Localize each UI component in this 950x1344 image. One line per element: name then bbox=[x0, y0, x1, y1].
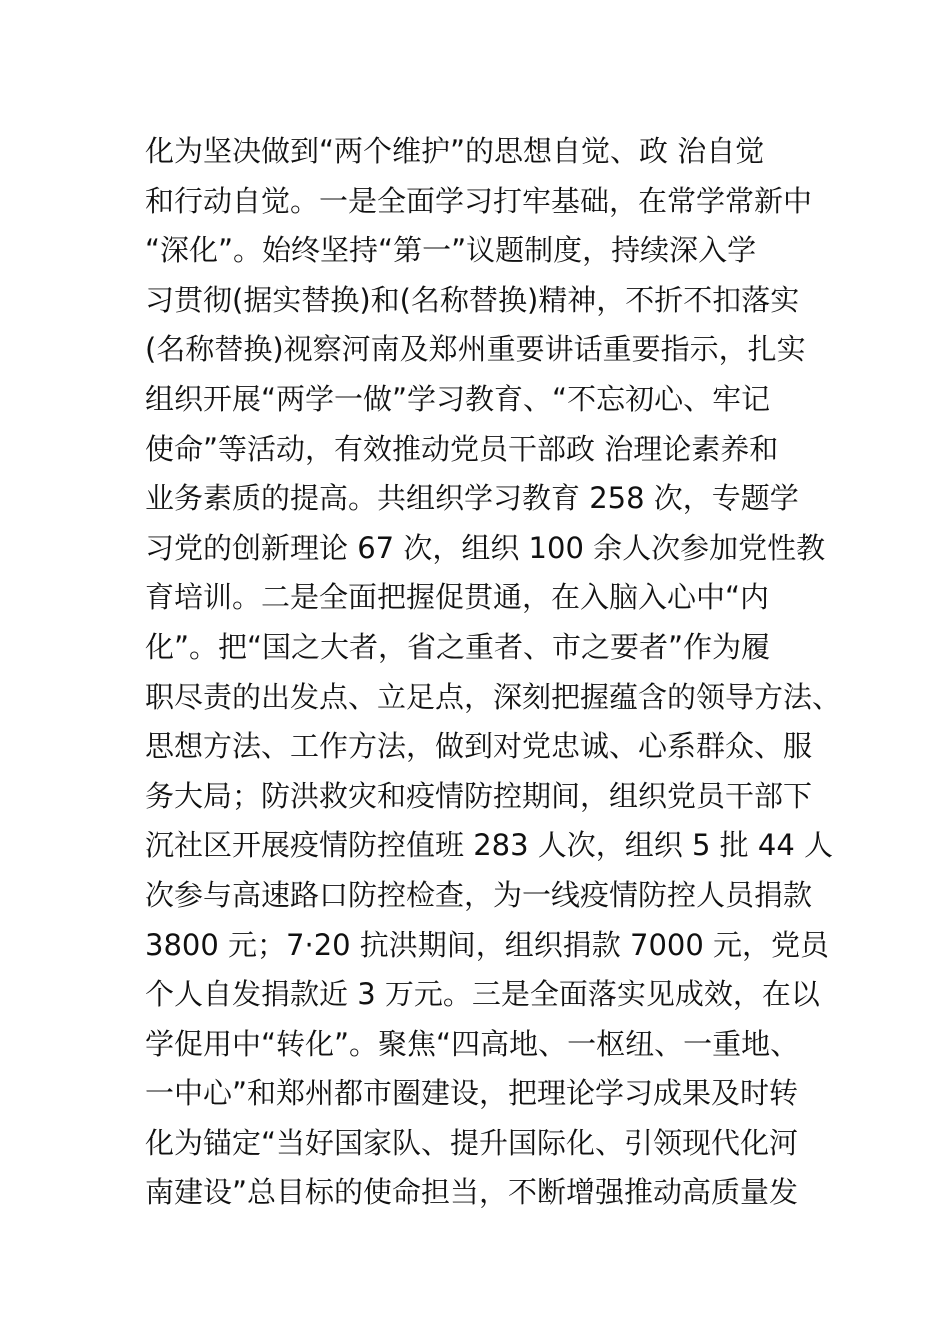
text-line: (名称替换)视察河南及郑州重要讲话重要指示，扎实 bbox=[145, 332, 806, 367]
text-line: 职尽责的出发点、立足点，深刻把握蕴含的领导方法、 bbox=[145, 679, 842, 714]
text-line: 育培训。二是全面把握促贯通，在入脑入心中“内 bbox=[145, 580, 770, 615]
text-line: 南建设”总目标的使命担当，不断增强推动高质量发 bbox=[145, 1175, 799, 1210]
text-line: 习党的创新理论 67 次，组织 100 余人次参加党性教 bbox=[145, 530, 826, 565]
text-line: 3800 元；7·20 抗洪期间，组织捐款 7000 元，党员 bbox=[145, 927, 830, 962]
body-text bbox=[145, 127, 842, 1218]
text-line: 化为锚定“当好国家队、提升国际化、引领现代化河 bbox=[145, 1125, 799, 1160]
text-line: 组织开展“两学一做”学习教育、“不忘初心、牢记 bbox=[145, 381, 771, 416]
text-line: 化”。把“国之大者，省之重者、市之要者”作为履 bbox=[145, 629, 771, 664]
text-line: 一中心”和郑州都市圈建设，把理论学习成果及时转 bbox=[145, 1076, 799, 1111]
text-line: 化为坚决做到“两个维护”的思想自觉、政 治自觉 bbox=[145, 134, 765, 168]
text-line: 思想方法、工作方法，做到对党忠诚、心系群众、服 bbox=[145, 729, 813, 764]
text-line: 个人自发捐款近 3 万元。三是全面落实见成效，在以 bbox=[145, 977, 820, 1012]
text-line: 使命”等活动，有效推动党员干部政 治理论素养和 bbox=[145, 431, 779, 466]
text-line: 次参与高速路口防控检查，为一线疫情防控人员捐款 bbox=[145, 877, 813, 912]
text-line: 习贯彻(据实替换)和(名称替换)精神，不折不扣落实 bbox=[145, 282, 800, 317]
text-line: 学促用中“转化”。聚焦“四高地、一枢纽、一重地、 bbox=[145, 1026, 800, 1061]
text-line: 务大局；防洪救灾和疫情防控期间，组织党员干部下 bbox=[145, 778, 813, 813]
text-line: 和行动自觉。一是全面学习打牢基础，在常学常新中 bbox=[145, 183, 813, 218]
text-line: 业务素质的提高。共组织学习教育 258 次，专题学 bbox=[145, 481, 799, 516]
text-line: “深化”。始终坚持“第一”议题制度，持续深入学 bbox=[145, 233, 757, 268]
text-line: 沉社区开展疫情防控值班 283 人次，组织 5 批 44 人 bbox=[145, 828, 834, 863]
